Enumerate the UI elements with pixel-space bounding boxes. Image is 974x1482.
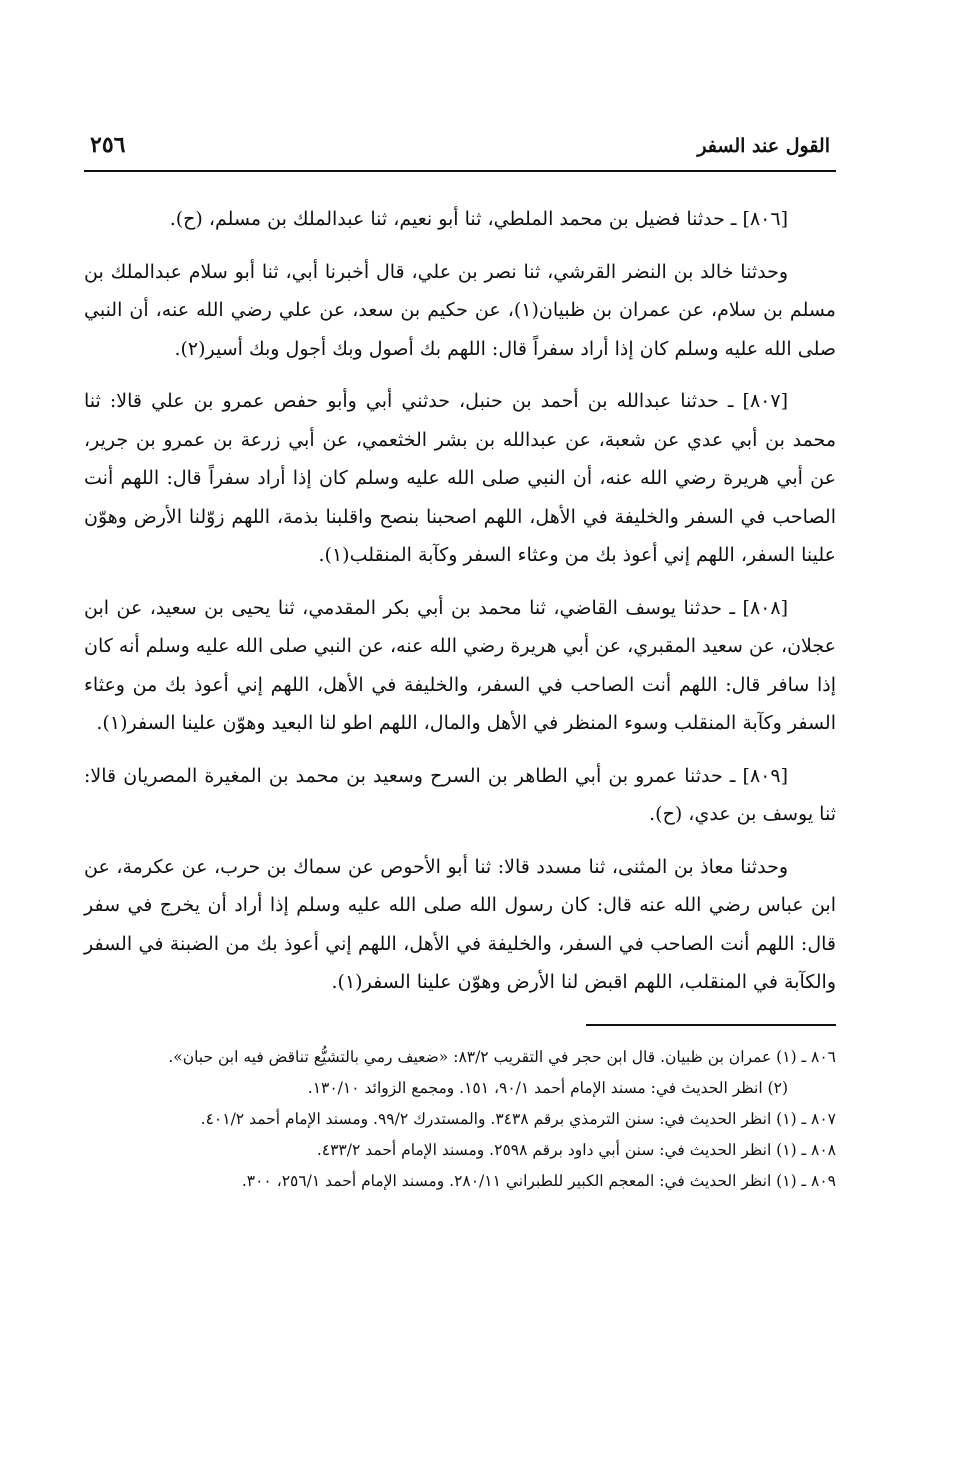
- page-number: ٢٥٦: [90, 132, 126, 158]
- running-title: القول عند السفر: [697, 135, 830, 157]
- hadith-806-chain: [٨٠٦] ـ حدثنا فضيل بن محمد الملطي، ثنا أبو نعيم، ثنا عبدالملك بن مسلم، (ح).: [169, 208, 788, 230]
- hadith-807-text: [٨٠٧] ـ حدثنا عبدالله بن أحمد بن حنبل، حدثني أبي وأبو حفص عمرو بن علي قالا: ثنا محمد بن أبي عدي عن شعبة، عن عبدالله بن بشر الخثعمي، عن أبي زرعة بن عمرو بن جرير، عن أبي هريرة رضي الله عنه، أن النبي صلى الله عليه وسلم كان إذا أراد سفراً قال: اللهم أنت الصاحب في السفر والخليفة في الأهل، اللهم اصحبنا بنصح واقلبنا بذمة، اللهم زوّلنا الأرض وهوّن علينا السفر، اللهم إني أعوذ بك من وعثاء السفر وكآبة المنقلب(١).: [84, 390, 836, 566]
- book-page: [84, 132, 836, 1199]
- page-body: [84, 172, 836, 1195]
- footnote-divider: [586, 1024, 836, 1026]
- page-header: [84, 132, 836, 172]
- footnote-807-1: ٨٠٧ ـ (١) انظر الحديث في: سنن الترمذي برقم ٣٤٣٨. والمستدرك ٩٩/٢. ومسند الإمام أحمد ٤٠١/٢.: [200, 1109, 836, 1128]
- footnote-806-1: ٨٠٦ ـ (١) عمران بن ظبيان. قال ابن حجر في التقريب ٨٣/٢: «ضعيف رمي بالتشيُّع تناقض فيه ابن حبان».: [168, 1047, 836, 1066]
- footnote-808-1: ٨٠٨ ـ (١) انظر الحديث في: سنن أبي داود برقم ٢٥٩٨. ومسند الإمام أحمد ٤٣٣/٢.: [316, 1140, 836, 1159]
- hadith-809-chain: [٨٠٩] ـ حدثنا عمرو بن أبي الطاهر بن السرح وسعيد بن محمد بن المغيرة المصريان قالا: ثنا يوسف بن عدي، (ح).: [84, 764, 836, 825]
- footnotes: [84, 1044, 836, 1195]
- hadith-809-text: وحدثنا معاذ بن المثنى، ثنا مسدد قالا: ثنا أبو الأحوص عن سماك بن حرب، عن عكرمة، عن ابن عباس رضي الله عنه قال: كان رسول الله صلى الله عليه وسلم إذا أراد أن يخرج في سفر قال: اللهم أنت الصاحب في السفر، والخليفة في الأهل، اللهم إني أعوذ بك من الضبنة في السفر والكآبة في المنقلب، اللهم اقبض لنا الأرض وهوّن علينا السفر(١).: [84, 855, 836, 993]
- hadith-808-text: [٨٠٨] ـ حدثنا يوسف القاضي، ثنا محمد بن أبي بكر المقدمي، ثنا يحيى بن سعيد، عن ابن عجلان، عن سعيد المقبري، عن أبي هريرة رضي الله عنه، عن النبي صلى الله عليه وسلم أنه كان إذا سافر قال: اللهم أنت الصاحب في السفر، والخليفة في الأهل، اللهم إني أعوذ بك من وعثاء السفر وكآبة المنقلب وسوء المنظر في الأهل والمال، اللهم اطو لنا البعيد وهوّن علينا السفر(١).: [84, 596, 836, 734]
- hadith-806-text: وحدثنا خالد بن النضر القرشي، ثنا نصر بن علي، قال أخبرنا أبي، ثنا أبو سلام عبدالملك بن مسلم بن سلام، عن عمران بن ظبيان(١)، عن حكيم بن سعد، عن علي رضي الله عنه، أن النبي صلى الله عليه وسلم كان إذا أراد سفراً قال: اللهم بك أصول وبك أجول وبك أسير(٢).: [84, 260, 836, 360]
- footnote-809-1: ٨٠٩ ـ (١) انظر الحديث في: المعجم الكبير للطبراني ٢٨٠/١١. ومسند الإمام أحمد ٢٥٦/١، ٣٠٠.: [241, 1171, 836, 1190]
- footnote-806-2: (٢) انظر الحديث في: مسند الإمام أحمد ٩٠/١، ١٥١. ومجمع الزوائد ١٣٠/١٠.: [307, 1078, 788, 1097]
